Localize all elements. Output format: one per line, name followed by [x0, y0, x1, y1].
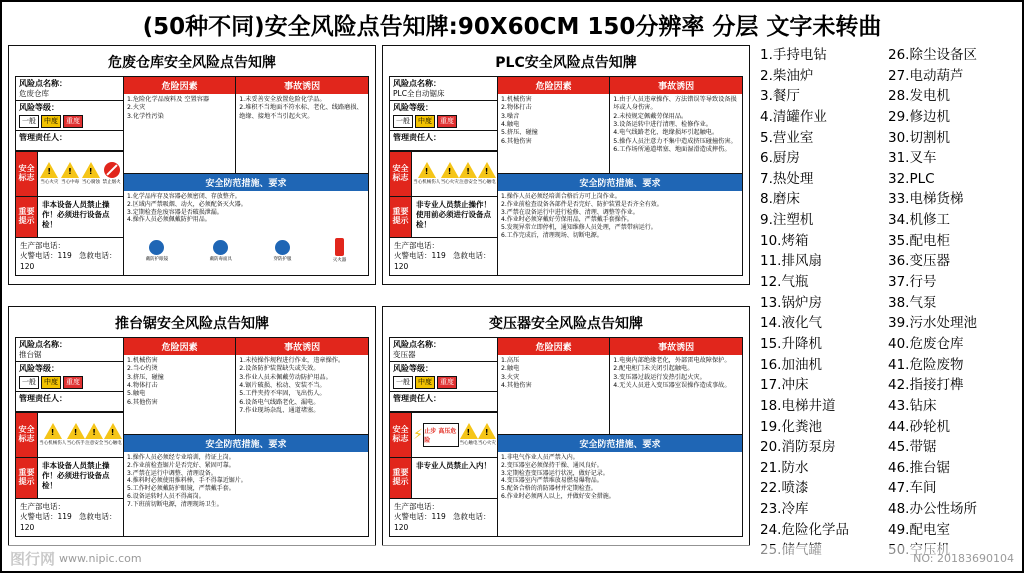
point-name-value: 推台锯 [19, 350, 42, 359]
important-note-text: 非本设备人员禁止操作！必须进行设备点检！ [42, 460, 110, 490]
cause-item: 5.工件夹持不牢固，飞出伤人。 [239, 390, 326, 398]
measure-block [124, 173, 368, 275]
content-area [2, 45, 1022, 561]
risk-level-boxes [393, 376, 494, 389]
measure-header: 安全防范措施、要求 [498, 174, 742, 191]
safety-sign-icons [38, 413, 123, 457]
point-name-label: 风险点名称： [19, 340, 67, 349]
safety-sign-block [16, 151, 123, 276]
point-name-cell [16, 338, 123, 362]
list-item: 35.配电柜 [888, 232, 950, 249]
danger-item: 3.噪音 [501, 112, 520, 120]
warning-machine-injury-icon: ! 当心机械伤人 [39, 423, 66, 446]
cause-item: 7.作业现场杂乱、通道堵塞。 [239, 407, 320, 415]
measure-list [124, 452, 368, 511]
warning-attention-icon: ! 注意安全 [85, 423, 103, 446]
danger-item: 2.当心灼烫 [127, 365, 158, 373]
cause-column [610, 338, 742, 434]
list-item: 33.电梯货梯 [888, 191, 964, 208]
list-item: 20.消防泵房 [760, 439, 836, 456]
list-item: 46.推台锯 [888, 459, 950, 476]
danger-cause-row [124, 338, 368, 434]
measure-list [124, 191, 368, 226]
danger-header: 危险因素 [498, 77, 609, 94]
measure-item: 2.作业前检查锯片是否完好、紧固可靠。 [127, 461, 235, 469]
list-item: 21.防水 [760, 459, 809, 476]
measure-item: 5.发现异常立即停机，通知维修人员处理，严禁带病运行。 [501, 224, 657, 232]
list-item: 19.化粪池 [760, 418, 822, 435]
list-item: 16.加油机 [760, 356, 822, 373]
fire-tel: 火警电话：119 [394, 512, 446, 521]
list-item: 2.柴油炉 [760, 67, 814, 84]
warning-machine-injury-icon: ! 当心机械伤人 [413, 162, 440, 185]
danger-item: 1.危险化学品废料及 空置容器 [127, 96, 210, 103]
level-medium: 中度 [41, 115, 61, 128]
board-hazardous-waste-warehouse [8, 45, 376, 285]
cause-item: 1.电奥内部绝缘老化，外部雷电故障保护。 [613, 357, 731, 364]
safety-sign-icons [412, 152, 497, 196]
list-item: 32.PLC [888, 170, 935, 187]
board-left-column [16, 77, 124, 275]
ppe-icons [124, 226, 368, 275]
cause-item: 1.由于人员违章操作、方法错误等导致设备损坏或人身伤害。 [613, 96, 737, 112]
list-item: 34.机修工 [888, 212, 950, 229]
level-high: 重度 [437, 115, 457, 128]
bolt-icon: ⚡ [413, 426, 423, 443]
list-item: 39.污水处理池 [888, 315, 977, 332]
measure-item: 4.变压器室内严禁堆放易燃易爆物品。 [501, 477, 603, 485]
measure-item: 2.区域内严禁吸烟、动火，必须配备灭火器。 [127, 200, 247, 208]
cause-item: 5.操作人员注意力不集中造成挤压碰撞伤害。 [613, 137, 737, 145]
level-high: 重度 [63, 115, 83, 128]
board-right-column [124, 338, 368, 536]
measure-item: 1.操作人员必须经培训合格后方可上岗作业。 [501, 193, 621, 200]
safety-sign-tag: 安全标志 [390, 152, 412, 196]
fire-tel: 火警电话：119 [20, 251, 72, 260]
measure-block [498, 173, 742, 275]
list-item: 14.液化气 [760, 315, 822, 332]
measure-list [498, 191, 742, 242]
list-item: 18.电梯井道 [760, 397, 836, 414]
wear-goggles-icon: 戴防护眼镜 [146, 240, 169, 262]
list-item: 6.厨房 [760, 150, 800, 167]
watermark-bar [2, 545, 1022, 571]
risk-level-cell [390, 101, 497, 131]
board-right-column [124, 77, 368, 275]
list-item: 12.气瓶 [760, 274, 809, 291]
cause-item: 1.未按操作规程进行作业，违章操作。 [239, 357, 345, 364]
list-item: 31.叉车 [888, 150, 937, 167]
board-title: 危废仓库安全风险点告知牌 [108, 55, 276, 71]
danger-item: 5.触电 [127, 390, 146, 398]
manager-cell [16, 392, 123, 411]
list-item: 37.行号 [888, 274, 937, 291]
danger-column [498, 338, 610, 434]
board-left-column [390, 77, 498, 275]
risk-level-cell [390, 362, 497, 392]
list-item: 36.变压器 [888, 253, 950, 270]
board-right-column [498, 338, 742, 536]
measure-item: 2.变压器室必须保持干燥、通风良好。 [501, 461, 603, 469]
list-item: 10.烤箱 [760, 232, 809, 249]
cause-item: 3.作业人员未佩戴劳动防护用品。 [239, 373, 332, 381]
list-item: 4.清罐作业 [760, 108, 827, 125]
cause-item: 6.工作场所通道堵塞、地面湿滑造成摔伤。 [613, 146, 731, 154]
level-medium: 中度 [415, 115, 435, 128]
board-inner [389, 76, 743, 276]
warning-electric-shock-icon: ! 当心触电 [104, 423, 122, 446]
cause-list [610, 94, 742, 157]
board-left-column [390, 338, 498, 536]
cause-item: 2.未按规定佩戴劳保用品。 [613, 112, 688, 120]
danger-column [498, 77, 610, 173]
no-entry-high-voltage-sign: 止步 高压危险 [423, 423, 459, 447]
warning-fire-icon: ! 当心火灾 [478, 423, 496, 446]
list-item: 23.冷库 [760, 501, 809, 518]
cause-list [236, 94, 368, 123]
danger-item: 4.物体打击 [127, 382, 158, 390]
measure-item: 5.配备合格的消防器材并定期检查。 [501, 485, 597, 493]
cause-item: 4.锯片破损、松动、安装不当。 [239, 382, 326, 390]
point-name-cell [390, 77, 497, 101]
level-medium: 中度 [41, 376, 61, 389]
list-item: 40.危废仓库 [888, 335, 964, 352]
measure-item: 3.定期检查危废容器是否破损泄漏。 [127, 208, 223, 216]
measure-item: 3.定期检查变压器运行状况，做好记录。 [501, 469, 609, 477]
measure-item: 4.推料时必须使用推料棒，手不得靠近锯片。 [127, 477, 247, 485]
manager-cell [16, 131, 123, 150]
ambulance-tel: 急救电话：120 [394, 251, 491, 271]
list-item: 48.办公性场所 [888, 501, 977, 518]
danger-column [124, 77, 236, 173]
danger-item: 3.火灾 [501, 373, 520, 381]
cause-list [236, 355, 368, 418]
safety-sign-icons [38, 152, 123, 196]
board-inner [15, 337, 369, 537]
danger-cause-row [124, 77, 368, 173]
safety-sign-row [16, 152, 123, 196]
cause-header: 事故诱因 [610, 77, 742, 94]
measure-header: 安全防范措施、要求 [124, 174, 368, 191]
cause-column [236, 77, 368, 173]
cause-list [610, 355, 742, 392]
manager-label: 管理责任人： [19, 394, 67, 404]
cause-column [610, 77, 742, 173]
warning-electric-shock-icon: ! 当心触电 [460, 423, 478, 446]
board-title: PLC安全风险点告知牌 [495, 55, 637, 71]
image-id: NO: 20183690104 [913, 551, 1014, 565]
point-name-cell [390, 338, 497, 362]
safety-sign-tag: 安全标志 [390, 413, 412, 457]
danger-header: 危险因素 [124, 338, 235, 355]
important-note-row [390, 457, 497, 498]
risk-level-cell [16, 362, 123, 392]
index-list [752, 45, 1016, 561]
tel-label: 生产部电话： [394, 501, 439, 511]
measure-item: 3.严禁在运行中调整、清理设备。 [127, 469, 217, 477]
manager-cell [390, 392, 497, 411]
important-tag: 重要提示 [390, 458, 412, 498]
measure-item: 3.严禁在设备运行中进行检修、清理、调整等作业。 [501, 208, 639, 216]
level-general: 一般 [393, 115, 413, 128]
measure-item: 4.作业时必须穿戴好劳保用品，严禁戴手套操作。 [501, 216, 633, 224]
cause-item: 1.未妥善安全放置危险化学品。 [239, 96, 326, 103]
risk-level-cell [16, 101, 123, 131]
safety-sign-tag: 安全标志 [16, 413, 38, 457]
danger-item: 2.触电 [501, 365, 520, 373]
cause-item: 3.设备运转中进行清理、检修作业。 [613, 121, 712, 129]
cause-header: 事故诱因 [610, 338, 742, 355]
safety-sign-icons [412, 413, 497, 457]
list-item: 27.电动葫芦 [888, 67, 964, 84]
list-item: 7.热处理 [760, 170, 814, 187]
measure-item: 1.操作人员必须经专业培训，持证上岗。 [127, 454, 235, 461]
list-item: 28.发电机 [888, 88, 950, 105]
ambulance-tel: 急救电话：120 [394, 512, 491, 532]
safety-sign-row [390, 413, 497, 457]
measure-item: 7.下班前切断电源，清理现场卫生。 [127, 500, 223, 508]
warning-poison-icon: ! 当心中毒 [61, 162, 79, 185]
measure-item: 4.操作人员必须佩戴防护用品。 [127, 216, 211, 224]
list-item: 24.危险化学品 [760, 521, 849, 538]
measure-item: 5.工作时必须戴防护眼镜，严禁戴手套。 [127, 485, 235, 493]
measure-block [124, 434, 368, 536]
safety-sign-tag: 安全标志 [16, 152, 38, 196]
danger-header: 危险因素 [498, 338, 609, 355]
cause-item: 3.变压器过载运行发热引起火灾。 [613, 373, 706, 381]
danger-item: 3.化学性污染 [127, 112, 164, 120]
measure-header: 安全防范措施、要求 [498, 435, 742, 452]
level-general: 一般 [19, 376, 39, 389]
tel-label: 生产部电话： [20, 240, 65, 250]
danger-item: 3.挤压、碰撞 [127, 373, 164, 381]
manager-label: 管理责任人： [393, 133, 441, 143]
warning-electric-shock-icon: ! 当心触电 [478, 162, 496, 185]
index-left-column [760, 45, 888, 561]
point-name-label: 风险点名称： [393, 79, 441, 88]
important-note-row [16, 196, 123, 237]
danger-list [124, 94, 235, 123]
important-tag: 重要提示 [16, 458, 38, 498]
cause-header: 事故诱因 [236, 77, 368, 94]
wear-gasmask-icon: 戴防毒面具 [210, 240, 233, 262]
risk-level-label: 风险等级： [393, 364, 433, 374]
list-item: 22.喷漆 [760, 480, 809, 497]
list-item: 5.营业室 [760, 129, 814, 146]
fire-tel: 火警电话：119 [20, 512, 72, 521]
board-right-column [498, 77, 742, 275]
list-item: 1.手持电钻 [760, 47, 827, 63]
list-item: 9.注塑机 [760, 212, 814, 229]
fire-extinguisher-icon: 灭火器 [333, 238, 347, 263]
danger-list [498, 94, 609, 148]
important-note-text: 非专业人员禁止操作！使用前必须进行设备点检！ [416, 199, 491, 229]
important-note-text: 非本设备人员禁止操作！必须进行设备点检！ [42, 199, 110, 229]
danger-item: 1.机械伤害 [127, 357, 158, 364]
warning-fire-icon: ! 当心火灾 [40, 162, 58, 185]
tel-row [390, 498, 497, 537]
tel-label: 生产部电话： [394, 240, 439, 250]
danger-list [498, 355, 609, 392]
manager-label: 管理责任人： [393, 394, 441, 404]
warning-corrosion-icon: ! 当心腐蚀 [82, 162, 100, 185]
list-item: 43.钻床 [888, 397, 937, 414]
list-item: 15.升降机 [760, 335, 822, 352]
cause-item: 4.无关人员进入变压器室误操作造成事故。 [613, 382, 731, 390]
level-general: 一般 [393, 376, 413, 389]
tel-row [16, 498, 123, 537]
point-name-label: 风险点名称： [19, 79, 67, 88]
cause-item: 2.设备防护装置缺失或失效。 [239, 365, 320, 373]
risk-level-boxes [19, 376, 120, 389]
list-item: 17.冲床 [760, 377, 809, 394]
risk-level-boxes [393, 115, 494, 128]
cause-item: 6.设备电气线路老化、漏电。 [239, 398, 320, 406]
board-inner [15, 76, 369, 276]
important-note-text: 非专业人员禁止入内！ [416, 460, 491, 470]
list-item: 30.切割机 [888, 129, 950, 146]
site-logo: 图行网 [10, 549, 56, 568]
list-item: 11.排风扇 [760, 253, 822, 270]
board-inner [389, 337, 743, 537]
danger-item: 1.高压 [501, 357, 520, 364]
manager-cell [390, 131, 497, 150]
ambulance-tel: 急救电话：120 [20, 512, 117, 532]
measure-item: 1.非电气作业人员严禁入内。 [501, 454, 579, 461]
measure-item: 2.作业前检查设备各部件是否完好、防护装置是否齐全有效。 [501, 200, 663, 208]
cause-column [236, 338, 368, 434]
list-item: 47.车间 [888, 480, 937, 497]
board-title: 变压器安全风险点告知牌 [489, 316, 643, 332]
risk-level-boxes [19, 115, 120, 128]
point-name-value: 危废仓库 [19, 89, 49, 98]
list-item: 13.锅炉房 [760, 294, 822, 311]
warning-attention-icon: ! 注意安全 [459, 162, 477, 185]
safety-sign-row [16, 413, 123, 457]
list-item: 8.磨床 [760, 191, 800, 208]
site-url: www.nipic.com [59, 551, 142, 565]
board-sliding-table-saw [8, 306, 376, 546]
risk-level-label: 风险等级： [19, 103, 59, 113]
measure-item: 1.化学品库存及容器必须密闭、存放整齐。 [127, 193, 241, 200]
list-item: 49.配电室 [888, 521, 950, 538]
danger-item: 6.其他伤害 [501, 137, 532, 145]
measure-item: 6.工作完成后，清理现场、切断电源。 [501, 231, 603, 239]
measure-header: 安全防范措施、要求 [124, 435, 368, 452]
point-name-value: PLC全自动锯床 [393, 89, 445, 98]
risk-level-label: 风险等级： [19, 364, 59, 374]
cause-item: 2.配电柜门未关闭引起触电。 [613, 365, 694, 373]
danger-header: 危险因素 [124, 77, 235, 94]
level-high: 重度 [63, 376, 83, 389]
danger-item: 4.其他伤害 [501, 382, 532, 390]
board-title: 推台锯安全风险点告知牌 [115, 316, 269, 332]
risk-level-label: 风险等级： [393, 103, 433, 113]
danger-cause-row [498, 338, 742, 434]
list-item: 26.除尘设备区 [888, 47, 977, 63]
danger-item: 1.机械伤害 [501, 96, 532, 103]
measure-block [498, 434, 742, 536]
boards-grid [8, 45, 752, 561]
list-item: 41.危险废物 [888, 356, 964, 373]
important-tag: 重要提示 [390, 197, 412, 237]
danger-item: 4.触电 [501, 121, 520, 129]
point-name-value: 变压器 [393, 350, 416, 359]
point-name-cell [16, 77, 123, 101]
cause-header: 事故诱因 [236, 338, 368, 355]
list-item: 3.餐厅 [760, 88, 800, 105]
page-title: (50种不同)安全风险点告知牌:90X60CM 150分辨率 分层 文字未转曲 [142, 14, 882, 40]
safety-sign-row [390, 152, 497, 196]
cause-item: 2.堆积不当地面不符水标、老化、线路磨损、绝缘、接地不当引起火灾。 [239, 104, 363, 120]
danger-item: 2.物体打击 [501, 104, 532, 112]
level-high: 重度 [437, 376, 457, 389]
danger-cause-row [498, 77, 742, 173]
warning-hand-injury-icon: ! 当心伤手 [67, 423, 85, 446]
tel-row [390, 237, 497, 276]
index-right-column [888, 45, 1016, 561]
point-name-label: 风险点名称： [393, 340, 441, 349]
level-medium: 中度 [415, 376, 435, 389]
prohibit-fire-icon: 禁止烟火 [103, 162, 121, 185]
ambulance-tel: 急救电话：120 [20, 251, 117, 271]
list-item: 38.气泵 [888, 294, 937, 311]
level-general: 一般 [19, 115, 39, 128]
danger-list [124, 355, 235, 409]
cause-item: 4.电气线路老化、绝缘损坏引起触电。 [613, 129, 719, 137]
wear-protective-suit-icon: 穿防护服 [273, 240, 291, 262]
list-item: 45.带锯 [888, 439, 937, 456]
fire-tel: 火警电话：119 [394, 251, 446, 260]
danger-item: 2.火灾 [127, 104, 146, 112]
important-note-row [390, 196, 497, 237]
measure-item: 6.设备运转时人员不得离岗。 [127, 492, 205, 500]
list-item: 44.砂轮机 [888, 418, 950, 435]
board-left-column [16, 338, 124, 536]
measure-item: 6.作业时必须两人以上，并做好安全措施。 [501, 492, 615, 500]
board-transformer [382, 306, 750, 546]
safety-sign-block [390, 412, 497, 537]
important-note-row [16, 457, 123, 498]
safety-sign-block [390, 151, 497, 276]
measure-list [498, 452, 742, 503]
board-plc-saw [382, 45, 750, 285]
list-item: 42.指接打榫 [888, 377, 964, 394]
warning-fire-icon: ! 当心火灾 [441, 162, 459, 185]
safety-sign-block [16, 412, 123, 537]
danger-column [124, 338, 236, 434]
list-item: 29.修边机 [888, 108, 950, 125]
important-tag: 重要提示 [16, 197, 38, 237]
danger-item: 5.挤压、碰撞 [501, 129, 538, 137]
manager-label: 管理责任人： [19, 133, 67, 143]
tel-label: 生产部电话： [20, 501, 65, 511]
danger-item: 6.其他伤害 [127, 398, 158, 406]
tel-row [16, 237, 123, 276]
